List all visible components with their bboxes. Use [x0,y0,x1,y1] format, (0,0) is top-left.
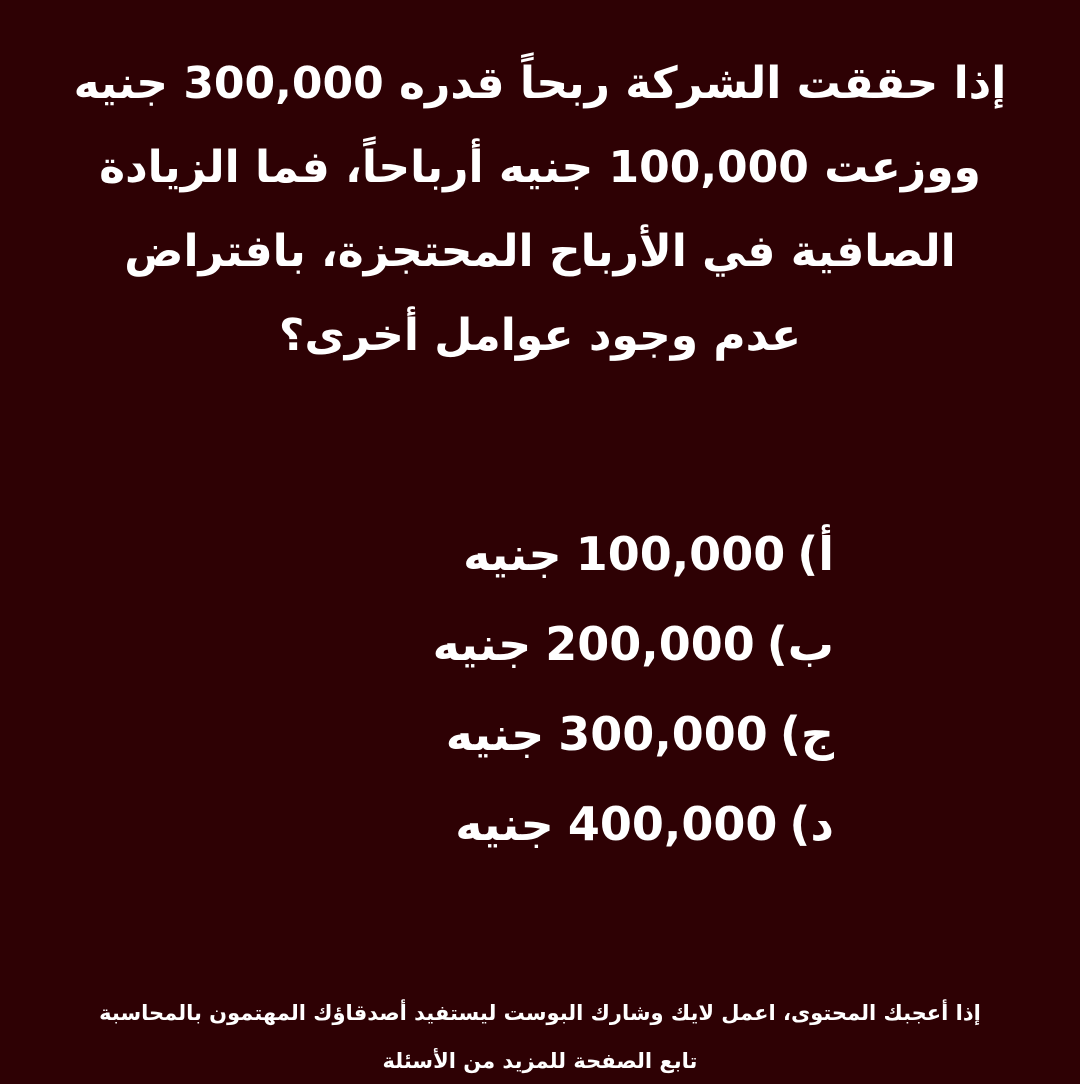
option-unit: جنيه [455,797,554,851]
footer-share-text: إذا أعجبك المحتوى، اعمل لايك وشارك البوست ليستفيد أصدقاؤك المهتمون بالمحاسبة [99,1001,981,1025]
question-line-2: ووزعت 100,000 جنيه أرباحاً، فما الزيادة [99,142,981,193]
option-amount: 200,000 [545,617,755,671]
option-unit: جنيه [432,617,532,671]
option-letter: أ) [797,527,834,581]
option-amount: 100,000 [575,527,786,581]
option-letter: د) [789,797,834,851]
option-unit: جنيه [445,707,545,761]
option-a[interactable] [433,516,834,606]
option-amount: 300,000 [558,707,768,761]
option-unit: جنيه [463,527,562,581]
option-amount: 400,000 [567,797,778,851]
option-letter: ج) [779,707,834,761]
question-text [30,42,1050,378]
footer-follow-text: تابع الصفحة للمزيد من الأسئلة [382,1049,698,1073]
option-d[interactable] [433,786,834,876]
option-b[interactable] [433,606,834,696]
question-line-4: عدم وجود عوامل أخرى؟ [278,310,802,361]
option-c[interactable] [433,696,834,786]
option-letter: ب) [766,617,834,671]
answer-options [433,516,834,876]
question-line-3: الصافية في الأرباح المحتجزة، بافتراض [124,226,956,277]
question-line-1: إذا حققت الشركة ربحاً قدره 300,000 جنيه [73,58,1007,109]
